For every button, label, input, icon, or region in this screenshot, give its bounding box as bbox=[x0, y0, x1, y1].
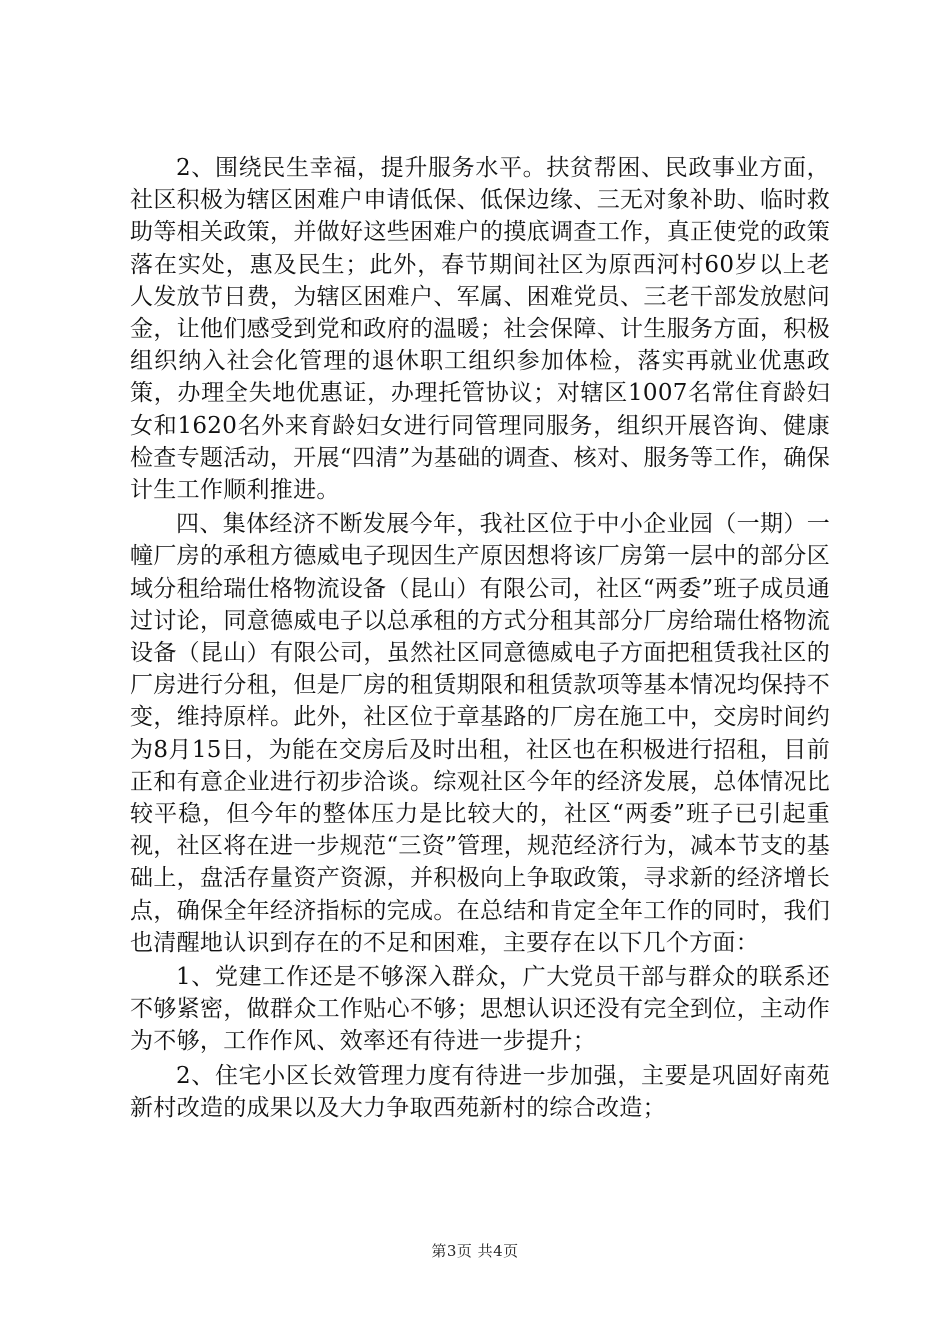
paragraph-residential-management: 2、住宅小区长效管理力度有待进一步加强，主要是巩固好南苑新村改造的成果以及大力争取西苑新村的综合改造； bbox=[130, 1062, 830, 1121]
page-number-footer: 第3页 共4页 bbox=[431, 1242, 519, 1260]
paragraph-collective-economy: 四、集体经济不断发展今年，我社区位于中小企业园（一期）一幢厂房的承租方德威电子现因生产原因想将该厂房第一层中的部分区域分租给瑞仕格物流设备（昆山）有限公司，社区“两委”班子成员通过讨论，同意德威电子以总承租的方式分租其部分厂房给瑞仕格物流设备（昆山）有限公司，虽然社区同意德威电子方面把租赁我社区的厂房进行分租，但是厂房的租赁期限和租赁款项等基本情况均保持不变，维持原样。此外，社区位于章基路的厂房在施工中，交房时间约为8月15日，为能在交房后及时出租，社区也在积极进行招租，目前正和有意企业进行初步洽谈。综观社区今年的经济发展，总体情况比较平稳，但今年的整体压力是比较大的，社区“两委”班子已引起重视，社区将在进一步规范“三资”管理，规范经济行为，减本节支的基础上，盘活存量资产资源，并积极向上争取政策，寻求新的经济增长点，确保全年经济指标的完成。在总结和肯定全年工作的同时，我们也清醒地认识到存在的不足和困难，主要存在以下几个方面： bbox=[130, 511, 830, 956]
paragraph-livelihood: 2、围绕民生幸福，提升服务水平。扶贫帮困、民政事业方面，社区积极为辖区困难户申请低保、低保边缘、三无对象补助、临时救助等相关政策，并做好这些困难户的摸底调查工作，真正使党的政策落在实处，惠及民生；此外，春节期间社区为原西河村60岁以上老人发放节日费，为辖区困难户、军属、困难党员、三老干部发放慰问金，让他们感受到党和政府的温暖；社会保障、计生服务方面，积极组织纳入社会化管理的退休职工组织参加体检，落实再就业优惠政策，办理全失地优惠证，办理托管协议；对辖区1007名常住育龄妇女和1620名外来育龄妇女进行同管理同服务，组织开展咨询、健康检查专题活动，开展“四清”为基础的调查、核对、服务等工作，确保计生工作顺利推进。 bbox=[130, 155, 830, 504]
document-body bbox=[130, 152, 830, 1126]
paragraph-party-building: 1、党建工作还是不够深入群众，广大党员干部与群众的联系还不够紧密，做群众工作贴心不够；思想认识还没有完全到位，主动作为不够，工作作风、效率还有待进一步提升； bbox=[130, 964, 830, 1055]
